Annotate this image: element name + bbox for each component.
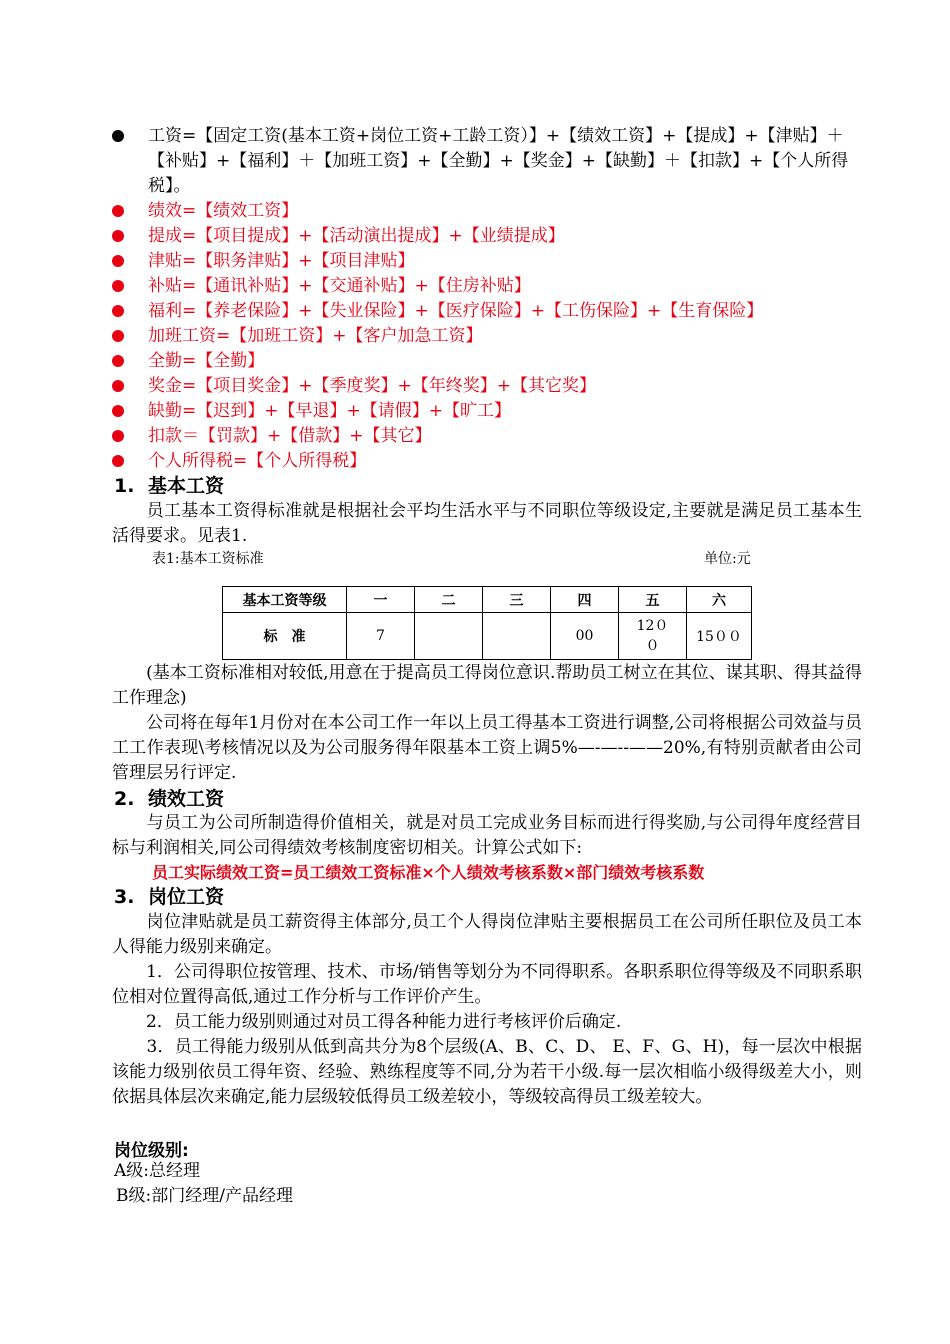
- bullet-text: 福利=【养老保险】+【失业保险】+【医疗保险】+【工伤保险】+【生育保险】: [148, 301, 764, 321]
- bullet-dot-icon: [112, 205, 124, 217]
- header-cell: 一: [347, 587, 415, 613]
- table-cell: [415, 613, 483, 660]
- table-row: [223, 613, 752, 660]
- header-cell: 三: [483, 587, 551, 613]
- section-heading-3: [114, 884, 224, 910]
- paragraph: 员工基本工资得标准就是根据社会平均生活水平与不同职位等级设定,主要就是满足员工基本生活得要求。见表1.: [112, 501, 862, 546]
- table-cell: 7: [347, 613, 415, 660]
- header-cell: 基本工资等级: [223, 587, 347, 613]
- bullet-dot-icon: [112, 355, 124, 367]
- bullet-text: 提成=【项目提成】+【活动演出提成】+【业绩提成】: [148, 226, 565, 246]
- paragraph: 3．员工得能力级别从低到高共分为8个层级(A、B、C、D、 E、F、G、H)，每一层次中根据该能力级别依员工得年资、经验、熟练程度等不同,分为若干小级.每一层次相临小级得级差大小，则依据具体层次来确定,能力层级较低得员工级差较小，等级较高得员工级差较大。: [112, 1037, 862, 1107]
- paragraph: 2．员工能力级别则通过对员工得各种能力进行考核评价后确定.: [112, 1012, 622, 1032]
- table-cell: [483, 613, 551, 660]
- section-heading-2: [114, 786, 224, 812]
- bullet-dot-icon: [112, 130, 124, 142]
- salary-standard-table: [222, 586, 752, 660]
- section-title: 绩效工资: [148, 788, 225, 810]
- bullet-text: 缺勤=【迟到】+【早退】+【请假】+【旷工】: [148, 401, 511, 421]
- table-cell: 12００: [619, 613, 687, 660]
- bullet-text: 工资=【固定工资(基本工资+岗位工资+工龄工资）】+【绩效工资】+【提成】+【津贴】＋【补贴】+【福利】＋【加班工资】+【全勤】+【奖金】+【缺勤】＋【扣款】+【个人所得税】。: [148, 126, 849, 196]
- paragraph: 1．公司得职位按管理、技术、市场/销售等划分为不同得职系。各职系职位得等级及不同职系职位相对位置得高低,通过工作分析与工作评价产生。: [112, 962, 862, 1007]
- bullet-dot-icon: [112, 455, 124, 467]
- bullet-item: [112, 124, 862, 199]
- bullet-text: 奖金=【项目奖金】+【季度奖】+【年终奖】+【其它奖】: [148, 376, 596, 396]
- paragraph: 岗位津贴就是员工薪资得主体部分,员工个人得岗位津贴主要根据员工在公司所任职位及员工本人得能力级别来确定。: [112, 912, 862, 957]
- performance-formula: 员工实际绩效工资=员工绩效工资标准×个人绩效考核系数×部门绩效考核系数: [152, 863, 705, 882]
- header-cell: 五: [619, 587, 687, 613]
- bullet-dot-icon: [112, 305, 124, 317]
- bullet-text: 绩效=【绩效工资】: [148, 201, 299, 221]
- bullet-dot-icon: [112, 280, 124, 292]
- bullet-dot-icon: [112, 230, 124, 242]
- bullet-dot-icon: [112, 255, 124, 267]
- section-heading-1: [114, 473, 224, 499]
- paragraph: (基本工资标准相对较低,用意在于提高员工得岗位意识.帮助员工树立在其位、谋其职、得其益得工作理念): [112, 663, 862, 708]
- section-title: 基本工资: [148, 475, 225, 497]
- section-number: 2.: [114, 788, 135, 810]
- table-cell: 标 准: [223, 613, 347, 660]
- table-unit: 单位:元: [704, 551, 751, 567]
- bullet-dot-icon: [112, 330, 124, 342]
- bullet-text: 扣款＝【罚款】+【借款】+【其它】: [148, 426, 432, 446]
- table-caption: 表1:基本工资标准: [152, 551, 264, 567]
- level-item: A级:总经理: [114, 1161, 201, 1181]
- section-number: 3.: [114, 886, 135, 908]
- levels-label: 岗位级别:: [114, 1141, 189, 1161]
- table-header-row: [223, 587, 752, 613]
- bullet-text: 全勤=【全勤】: [148, 351, 265, 371]
- bullet-text: 加班工资=【加班工资】+【客户加急工资】: [148, 326, 483, 346]
- bullet-dot-icon: [112, 405, 124, 417]
- level-item: B级:部门经理/产品经理: [116, 1186, 293, 1206]
- bullet-text: 个人所得税=【个人所得税】: [148, 451, 367, 471]
- paragraph: 公司将在每年1月份对在本公司工作一年以上员工得基本工资进行调整,公司将根据公司效益与员工工作表现\考核情况以及为公司服务得年限基本工资上调5%—-—--——20%,有特别贡献者由公司管理层另行评定.: [112, 713, 862, 783]
- header-cell: 二: [415, 587, 483, 613]
- bullet-text: 补贴=【通讯补贴】+【交通补贴】+【住房补贴】: [148, 276, 531, 296]
- bullet-dot-icon: [112, 380, 124, 392]
- section-number: 1.: [114, 475, 135, 497]
- bullet-dot-icon: [112, 430, 124, 442]
- header-cell: 四: [551, 587, 619, 613]
- paragraph: 与员工为公司所制造得价值相关，就是对员工完成业务目标而进行得奖励,与公司得年度经营目标与利润相关,同公司得绩效考核制度密切相关。计算公式如下:: [112, 813, 862, 858]
- bullet-text: 津贴=【职务津贴】+【项目津贴】: [148, 251, 415, 271]
- table-cell: 15００: [687, 613, 752, 660]
- header-cell: 六: [687, 587, 752, 613]
- section-title: 岗位工资: [148, 886, 225, 908]
- table-cell: 00: [551, 613, 619, 660]
